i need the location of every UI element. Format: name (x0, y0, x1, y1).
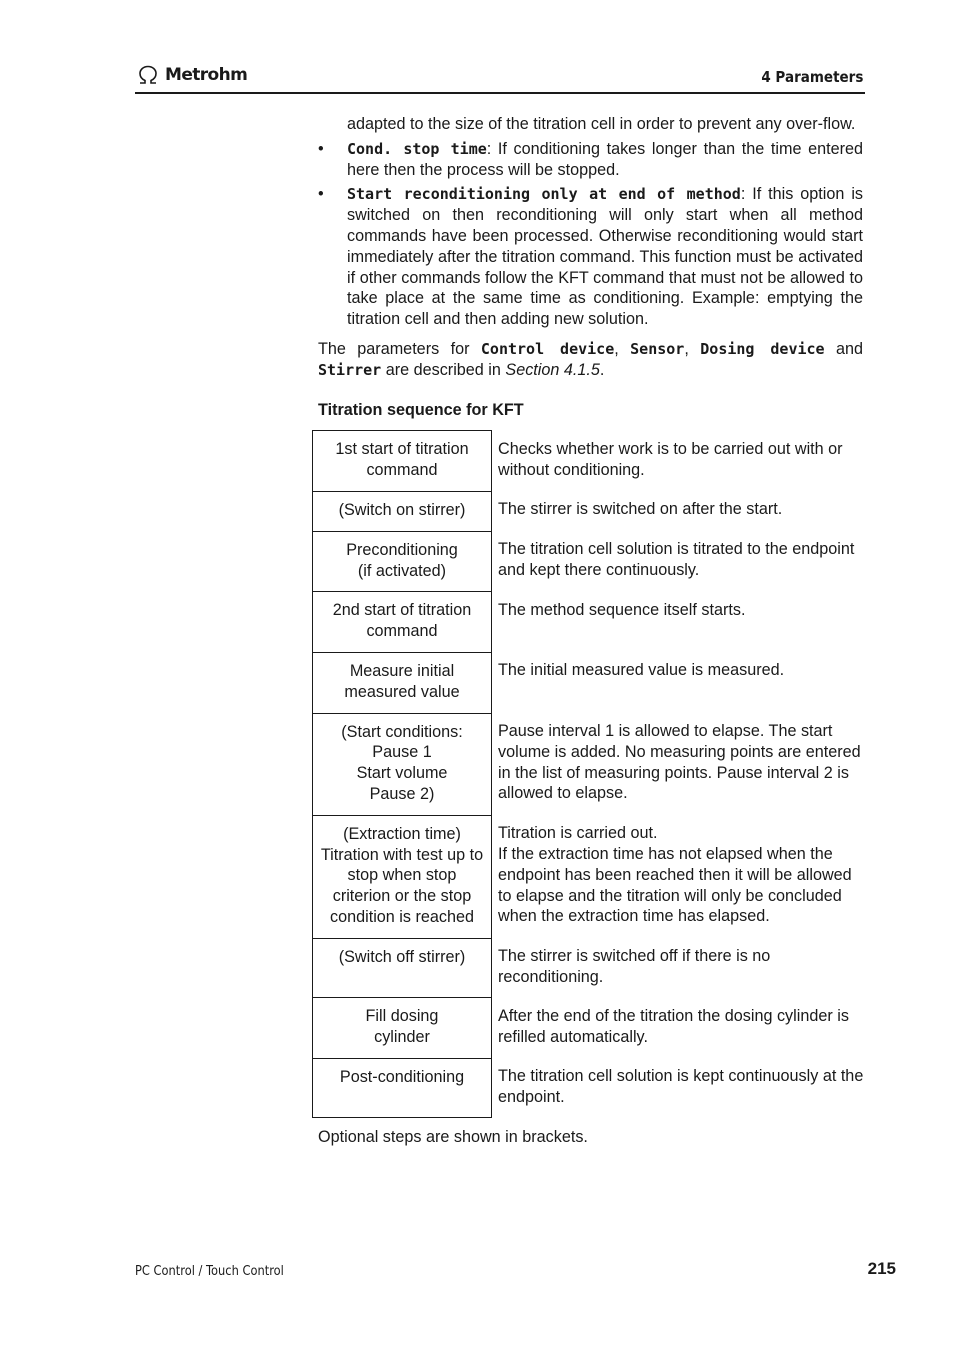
params-text: and (824, 339, 863, 358)
omega-logo-icon (137, 65, 159, 85)
footer-product: PC Control / Touch Control (135, 1264, 284, 1279)
description-line: If the extraction time has not elapsed when the endpoint has been reached then it will be allowed to elapse and the titration will only be concluded when the extraction time has elapsed. (498, 845, 852, 926)
step-line: Fill dosing (365, 1007, 439, 1026)
step-description (492, 592, 868, 653)
description-line: The titration cell solution is titrated to the endpoint and kept there continuously. (498, 540, 855, 580)
bullet-term: Cond. stop time (347, 139, 487, 158)
bullet-icon: • (318, 139, 324, 158)
step-line: Start volume (356, 764, 448, 783)
step-line: Pause 1 (372, 743, 432, 762)
bullet-text: : If conditioning takes longer than the time entered here then the process will be stopped. (347, 139, 863, 179)
description-line: The stirrer is switched off if there is no reconditioning. (498, 947, 771, 986)
page-header (135, 64, 865, 94)
step-line: (Extraction time) (343, 824, 461, 843)
sequence-step (313, 1058, 492, 1118)
step-line: Pause 2) (369, 784, 435, 803)
step-line: cylinder (374, 1028, 430, 1047)
step-description (492, 938, 868, 998)
sequence-step (313, 815, 492, 938)
bullet-start-reconditioning (318, 184, 863, 330)
step-line: Measure initial measured value (344, 661, 460, 701)
brand-name: Metrohm (165, 65, 248, 85)
description-line: Checks whether work is to be carried out with or without conditioning. (498, 439, 843, 479)
description-line: After the end of the titration the dosing cylinder is refilled automatically. (498, 1006, 849, 1046)
step-description (492, 531, 868, 592)
bullet-text: : If this option is switched on then reconditioning will only start when all method commands have been processed. Otherwise reconditioning would start immediately after the titration command. This function must be activated if other commands follow the KFT command that must not be allowed to take place at the same time as conditioning. Example: emptying the titration cell and then adding new solution. (347, 185, 864, 329)
sequence-step (313, 998, 492, 1059)
table-row (313, 713, 868, 815)
description-line: The titration cell solution is kept continuously at the endpoint. (498, 1067, 864, 1107)
table-row (313, 938, 868, 998)
step-line: 1st start of titration command (335, 440, 469, 480)
table-row (313, 491, 868, 531)
table-row (313, 815, 868, 938)
term-control-device: Control device (480, 339, 615, 358)
step-line: 2nd start of titration command (332, 601, 472, 641)
term-sensor: Sensor (630, 339, 685, 358)
term-dosing-device: Dosing device (700, 339, 825, 358)
description-line: Titration is carried out. (498, 824, 658, 843)
step-line: Titration with test up to stop when stop criterion or the stop condition is reached (320, 845, 484, 926)
table-row (313, 1058, 868, 1118)
step-description (492, 491, 868, 531)
description-line: The method sequence itself starts. (498, 600, 746, 619)
table-note: Optional steps are shown in brackets. (318, 1128, 588, 1147)
bullet-icon: • (318, 185, 324, 204)
sequence-step (313, 531, 492, 592)
brand-logo (137, 65, 247, 85)
page-number: 215 (867, 1259, 896, 1278)
params-text: The parameters for (318, 339, 481, 358)
params-text: . (599, 360, 605, 379)
step-description (492, 713, 868, 815)
description-line: The initial measured value is measured. (498, 661, 785, 680)
section-title: Titration sequence for KFT (318, 400, 524, 419)
sequence-step (313, 592, 492, 653)
step-line: (if activated) (357, 561, 447, 580)
table-row (313, 652, 868, 713)
step-description (492, 431, 868, 492)
kft-sequence-table (312, 430, 868, 1118)
bullet-cond-stop-time (318, 139, 863, 181)
step-description (492, 998, 868, 1059)
step-line: (Switch off stirrer) (338, 947, 466, 966)
step-description (492, 1058, 868, 1118)
sequence-step (313, 491, 492, 531)
step-description (492, 652, 868, 713)
step-line: (Switch on stirrer) (338, 500, 466, 519)
table-row (313, 431, 868, 492)
step-line: (Start conditions: (341, 722, 463, 741)
section-reference: Section 4.1.5 (505, 360, 600, 379)
params-text: are described in (381, 360, 506, 379)
sequence-step (313, 938, 492, 998)
description-line: The stirrer is switched on after the start. (498, 500, 783, 519)
sequence-step (313, 431, 492, 492)
continued-paragraph: adapted to the size of the titration cell in order to prevent any over-flow. (347, 115, 856, 133)
step-description (492, 815, 868, 938)
step-line: Preconditioning (346, 540, 458, 559)
params-separator: , (614, 339, 631, 358)
description-line: Pause interval 1 is allowed to elapse. The start volume is added. No measuring points are entered in the list of measuring points. Pause interval 2 is allowed to elapse. (498, 722, 861, 803)
page-content (318, 114, 863, 1148)
params-separator: , (684, 339, 701, 358)
term-stirrer: Stirrer (318, 360, 382, 379)
table-row (313, 592, 868, 653)
table-row (313, 998, 868, 1059)
table-row (313, 531, 868, 592)
parameters-paragraph (318, 339, 863, 381)
sequence-step (313, 652, 492, 713)
sequence-step (313, 713, 492, 815)
step-line: Post-conditioning (339, 1067, 465, 1086)
bullet-term: Start reconditioning only at end of method (347, 185, 741, 204)
chapter-title: 4 Parameters (760, 68, 863, 86)
